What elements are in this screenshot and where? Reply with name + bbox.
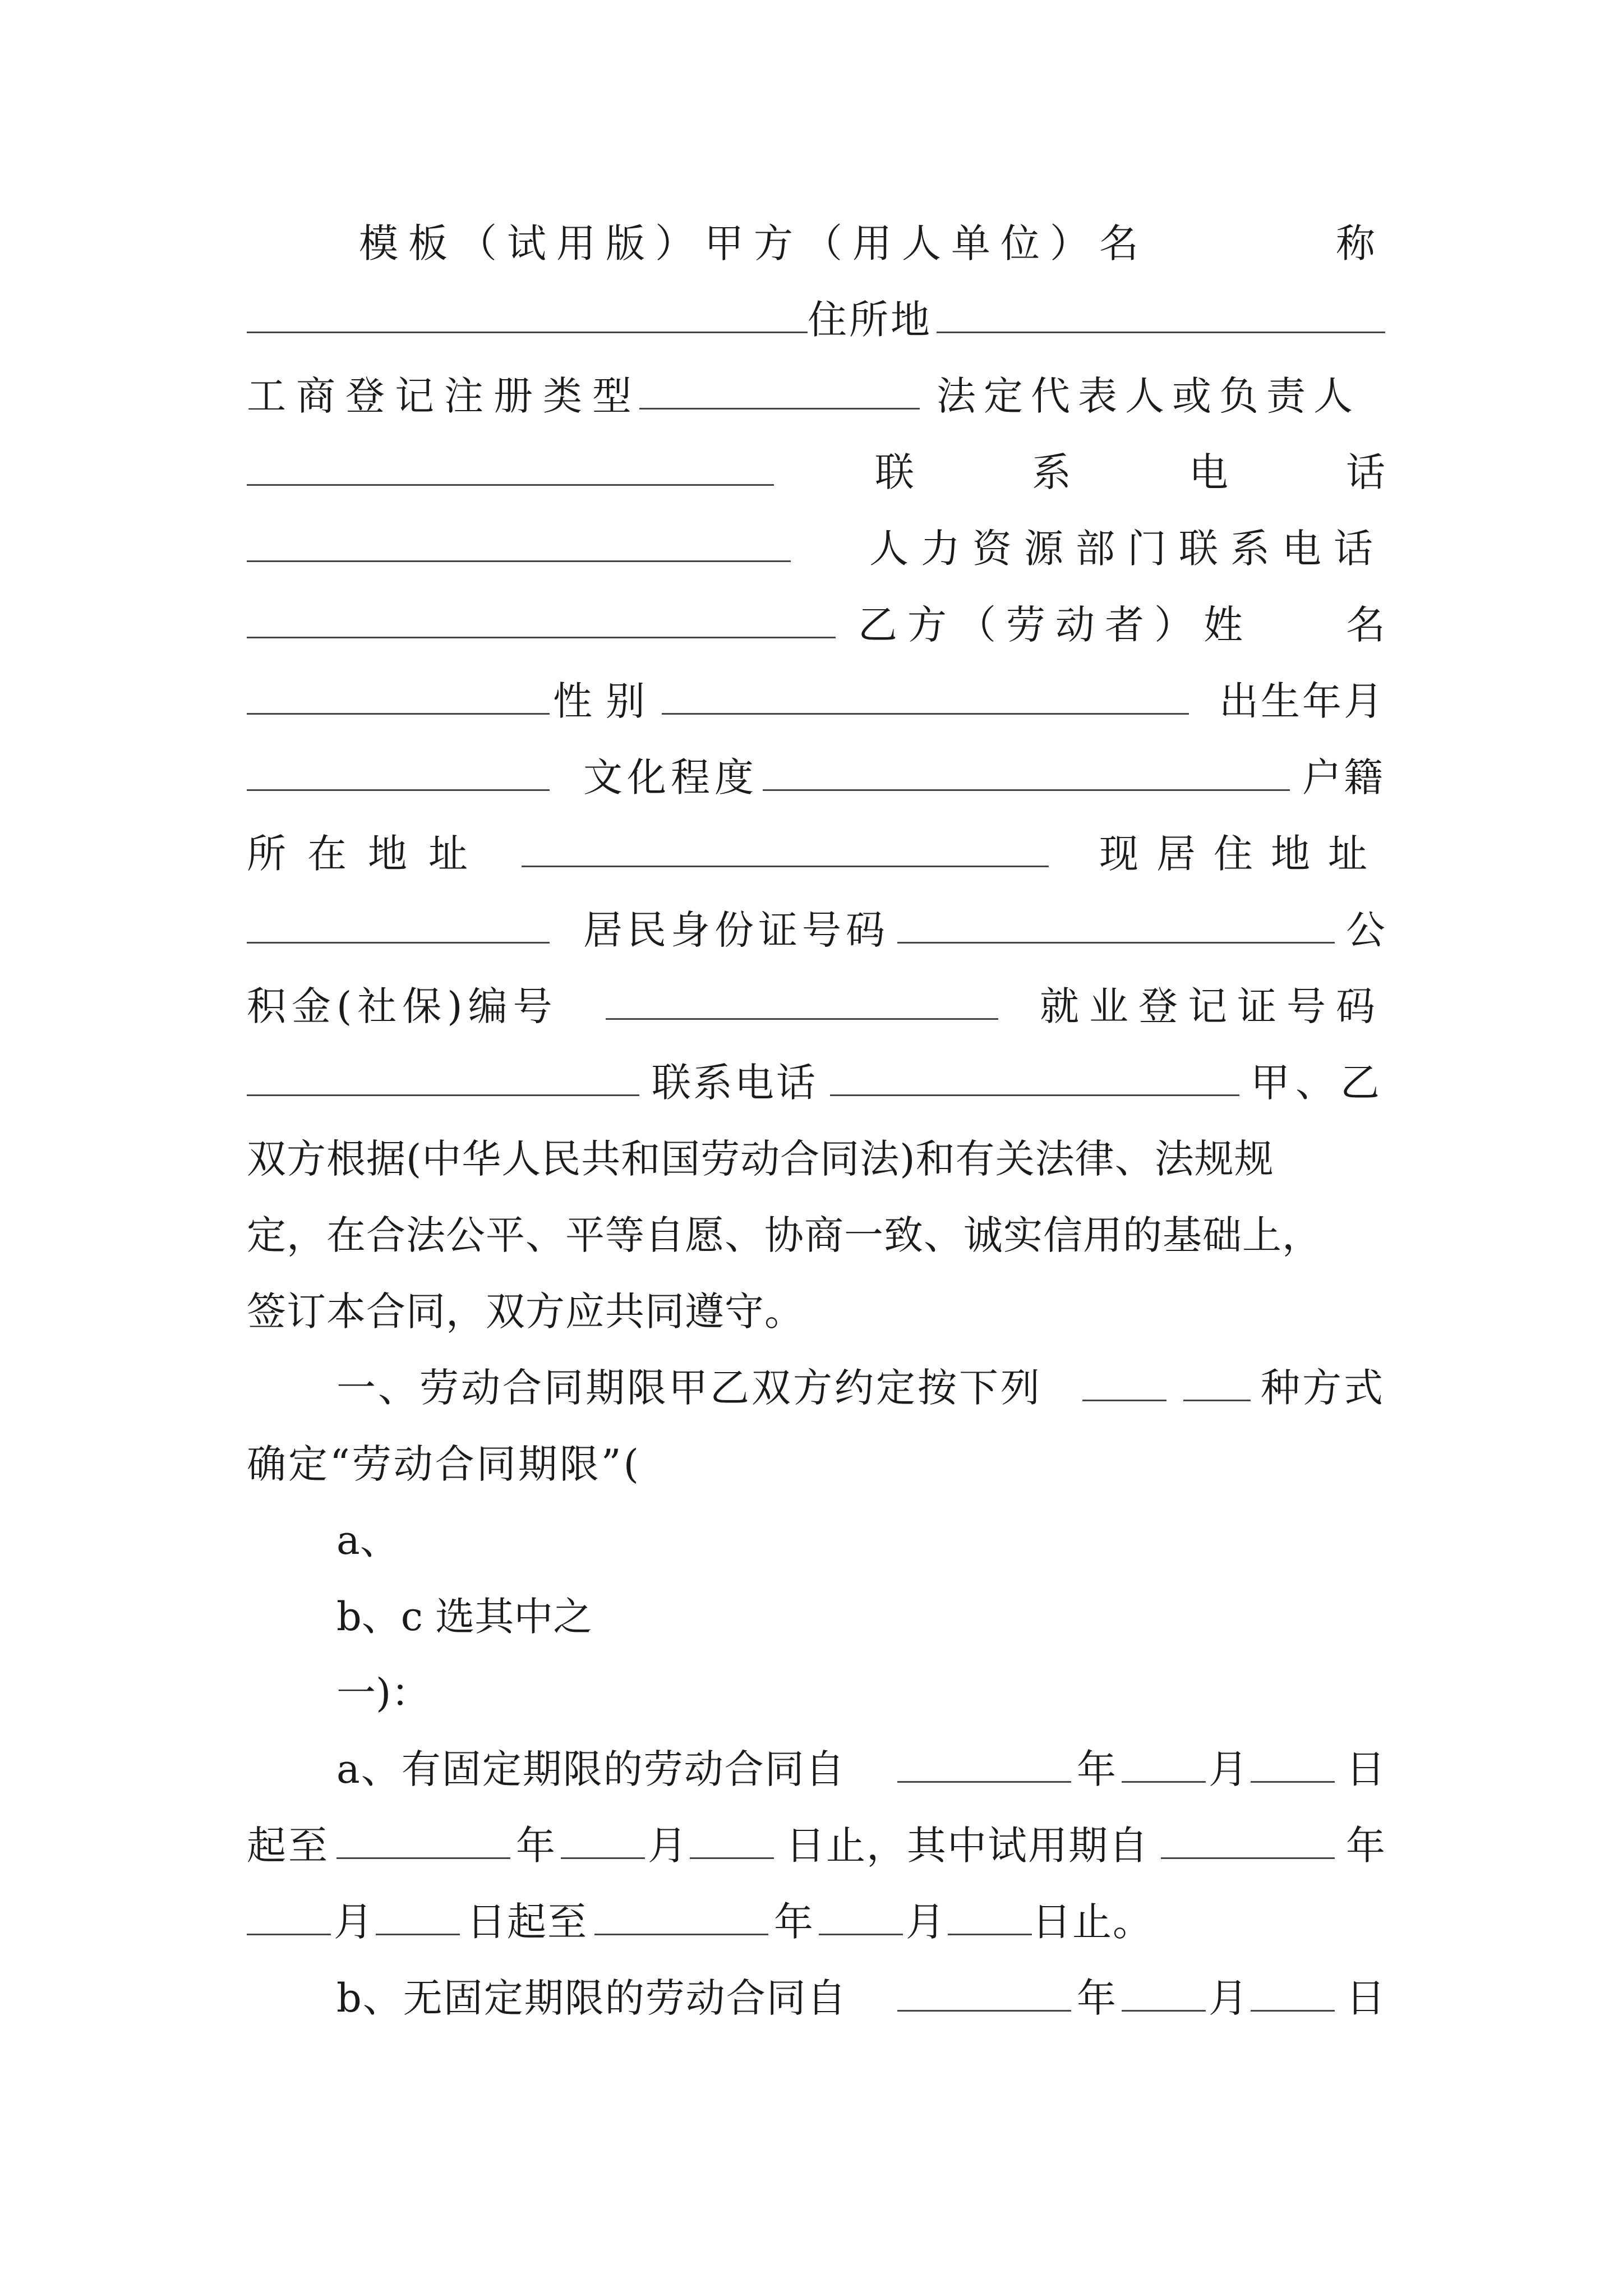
legal-rep-blank — [247, 445, 774, 486]
hr-phone-blank — [247, 597, 836, 638]
party-b-name-blank — [247, 674, 550, 715]
doc-line-13 — [247, 1131, 1385, 1187]
doc-line-10 — [247, 902, 1385, 958]
fund-number-label: 积金(社保)编号 — [247, 983, 558, 1029]
party-a-heading-tail: 称 — [1336, 220, 1385, 266]
option-end-text: 一)： — [336, 1670, 431, 1716]
method-suffix: 种方式 — [1261, 1365, 1385, 1411]
doc-line-1 — [359, 215, 1385, 272]
doc-line-2 — [247, 292, 1385, 348]
open-term-label: b、无固定期限的劳动合同自 — [336, 1975, 847, 2021]
fixed-end-month-blank — [561, 1818, 645, 1859]
open-start-year-blank — [897, 1971, 1071, 2012]
gender-blank — [662, 674, 1189, 715]
party-b-name-tail: 名 — [1346, 602, 1385, 648]
fixed-start-day-blank — [1251, 1742, 1335, 1783]
paragraph-text-2: 定，在合法公平、平等自愿、协商一致、诚实信用的基础上， — [247, 1212, 1322, 1258]
birth-label: 出生年月 — [1219, 678, 1385, 724]
current-address-blank — [247, 903, 550, 944]
probation-start-year-blank — [1161, 1818, 1335, 1859]
legal-rep-label: 法定代表人或负责人 — [937, 373, 1361, 419]
paragraph-text-3: 签订本合同，双方应共同遵守。 — [247, 1289, 804, 1335]
doc-line-19 — [247, 1589, 1475, 1645]
method-blank-1 — [1082, 1360, 1166, 1401]
doc-line-3 — [247, 368, 1385, 424]
phone-blank — [247, 521, 791, 562]
probation-end-year-blank — [594, 1894, 768, 1935]
probation-end-day-blank — [948, 1894, 1032, 1935]
doc-line-23 — [247, 1894, 1385, 1950]
doc-line-22 — [247, 1818, 1385, 1874]
registration-type-blank — [639, 369, 920, 409]
doc-line-24 — [247, 1970, 1385, 2026]
id-number-label: 居民身份证号码 — [583, 907, 889, 953]
fund-number-blank — [606, 979, 998, 1020]
month-label: 月 — [1209, 1975, 1248, 2021]
household-address-blank — [522, 826, 1049, 867]
address-blank — [937, 292, 1385, 333]
option-bc-text: b、c 选其中之 — [336, 1594, 593, 1640]
month-label: 月 — [906, 1899, 945, 1945]
doc-line-18 — [247, 1512, 1475, 1568]
year-label: 年 — [1346, 1823, 1385, 1869]
section-1-heading: 一、劳动合同期限甲乙双方约定按下列 — [336, 1365, 1042, 1411]
party-b-name-label: 乙方（劳动者）姓 — [858, 602, 1253, 648]
end-label: 日止。 — [1032, 1899, 1153, 1945]
probation-start-day-blank — [376, 1894, 460, 1935]
doc-line-6 — [247, 597, 1385, 653]
doc-line-21 — [247, 1741, 1385, 1797]
both-parties-start: 甲、乙 — [1251, 1060, 1385, 1106]
education-label: 文化程度 — [583, 754, 758, 800]
until-label: 起至 — [247, 1823, 330, 1869]
education-blank — [763, 750, 1290, 791]
doc-line-11 — [247, 978, 1385, 1034]
paragraph-text-1: 双方根据(中华人民共和国劳动合同法)和有关法律、法规规 — [247, 1136, 1274, 1182]
employment-reg-blank — [247, 1055, 639, 1096]
fixed-start-month-blank — [1122, 1742, 1206, 1783]
address-label: 住所地 — [808, 297, 932, 343]
employment-reg-label: 就业登记证号码 — [1040, 983, 1385, 1029]
open-start-day-blank — [1251, 1971, 1335, 2012]
name-blank — [247, 292, 808, 333]
phone-label: 联 系 电 话 — [875, 449, 1385, 495]
year-label: 年 — [516, 1823, 555, 1869]
term-determine-text: 确定“劳动合同期限”( — [247, 1441, 641, 1487]
probation-end-month-blank — [819, 1894, 903, 1935]
probation-label: 日止，其中试用期自 — [786, 1823, 1149, 1869]
doc-line-15 — [247, 1283, 1385, 1340]
doc-line-16 — [247, 1360, 1385, 1416]
fixed-end-day-blank — [690, 1818, 774, 1859]
year-label: 年 — [1077, 1746, 1116, 1792]
doc-line-9 — [247, 826, 1385, 882]
open-start-month-blank — [1122, 1971, 1206, 2012]
doc-line-20 — [247, 1665, 1475, 1721]
doc-line-5 — [247, 521, 1385, 577]
fixed-start-year-blank — [897, 1742, 1071, 1783]
doc-line-8 — [247, 749, 1385, 806]
doc-line-17 — [247, 1436, 1385, 1492]
party-b-phone-blank — [830, 1055, 1239, 1096]
doc-line-7 — [247, 673, 1385, 729]
registration-type-label: 工商登记注册类型 — [247, 373, 642, 419]
id-number-blank — [897, 903, 1335, 944]
doc-line-4 — [247, 444, 1385, 500]
gender-label: 性别 — [553, 678, 658, 724]
household-label: 户籍 — [1302, 754, 1385, 800]
from-until-label: 日起至 — [467, 1899, 588, 1945]
current-address-label: 现居住地址 — [1099, 831, 1385, 877]
month-label: 月 — [1209, 1746, 1248, 1792]
day-label: 日 — [1346, 1746, 1385, 1792]
day-label: 日 — [1346, 1975, 1385, 2021]
year-label: 年 — [774, 1899, 813, 1945]
method-blank-2 — [1183, 1360, 1251, 1401]
fixed-term-label: a、有固定期限的劳动合同自 — [336, 1746, 846, 1792]
household-address-label: 所在地址 — [247, 831, 489, 877]
birth-blank — [247, 750, 550, 791]
party-a-heading: 模板（试用版）甲方（用人单位）名 — [359, 220, 1149, 266]
month-label: 月 — [648, 1823, 687, 1869]
party-b-phone-label: 联系电话 — [652, 1060, 818, 1106]
fund-label-start: 公 — [1346, 907, 1385, 953]
hr-phone-label: 人力资源部门联系电话 — [869, 526, 1385, 572]
month-label: 月 — [334, 1899, 373, 1945]
fixed-end-year-blank — [336, 1818, 510, 1859]
option-a-text: a、 — [336, 1517, 399, 1563]
doc-line-14 — [247, 1207, 1385, 1263]
probation-start-month-blank — [247, 1894, 331, 1935]
doc-line-12 — [247, 1055, 1385, 1111]
year-label: 年 — [1077, 1975, 1116, 2021]
